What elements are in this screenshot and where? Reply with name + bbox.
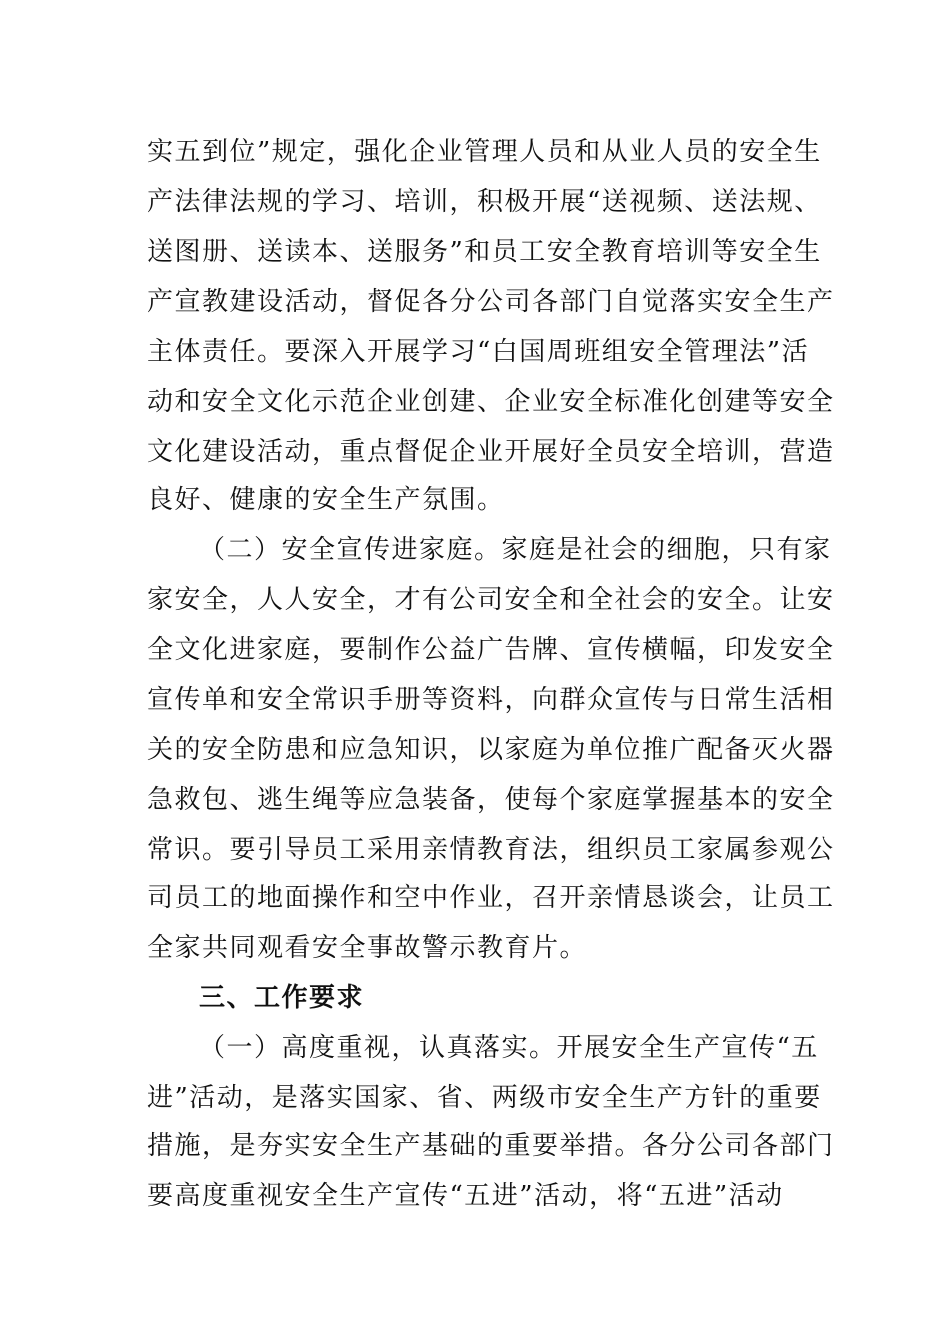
text-line: 关的安全防患和应急知识，以家庭为单位推广配备灭火器	[147, 735, 835, 765]
paragraph-start-line: （二）安全宣传进家庭。家庭是社会的细胞，只有家	[199, 535, 832, 565]
text-line: 常识。要引导员工采用亲情教育法，组织员工家属参观公	[147, 835, 835, 865]
text-line: 良好、健康的安全生产氛围。	[147, 485, 505, 515]
paragraph-start-line: （一）高度重视，认真落实。开展安全生产宣传“五	[199, 1033, 819, 1063]
text-line: 产宣教建设活动，督促各分公司各部门自觉落实安全生产	[147, 287, 835, 317]
text-line: 实五到位”规定，强化企业管理人员和从业人员的安全生	[147, 137, 822, 167]
section-heading: 三、工作要求	[199, 983, 365, 1013]
text-line: 产法律法规的学习、培训，积极开展“送视频、送法规、	[147, 187, 822, 217]
text-line: 家安全，人人安全，才有公司安全和全社会的安全。让安	[147, 585, 835, 615]
text-line: 急救包、逃生绳等应急装备，使每个家庭掌握基本的安全	[147, 785, 835, 815]
text-line: 要高度重视安全生产宣传“五进”活动，将“五进”活动	[147, 1181, 784, 1211]
text-line: 司员工的地面操作和空中作业，召开亲情恳谈会，让员工	[147, 883, 835, 913]
text-line: 全文化进家庭，要制作公益广告牌、宣传横幅，印发安全	[147, 635, 835, 665]
text-line: 进”活动，是落实国家、省、两级市安全生产方针的重要	[147, 1083, 822, 1113]
text-line: 送图册、送读本、送服务”和员工安全教育培训等安全生	[147, 237, 822, 267]
text-line: 文化建设活动，重点督促企业开展好全员安全培训，营造	[147, 437, 835, 467]
text-line: 措施，是夯实安全生产基础的重要举措。各分公司各部门	[147, 1131, 835, 1161]
text-line: 主体责任。要深入开展学习“白国周班组安全管理法”活	[147, 337, 810, 367]
text-line: 全家共同观看安全事故警示教育片。	[147, 933, 588, 963]
text-line: 宣传单和安全常识手册等资料，向群众宣传与日常生活相	[147, 685, 835, 715]
text-line: 动和安全文化示范企业创建、企业安全标准化创建等安全	[147, 387, 835, 417]
